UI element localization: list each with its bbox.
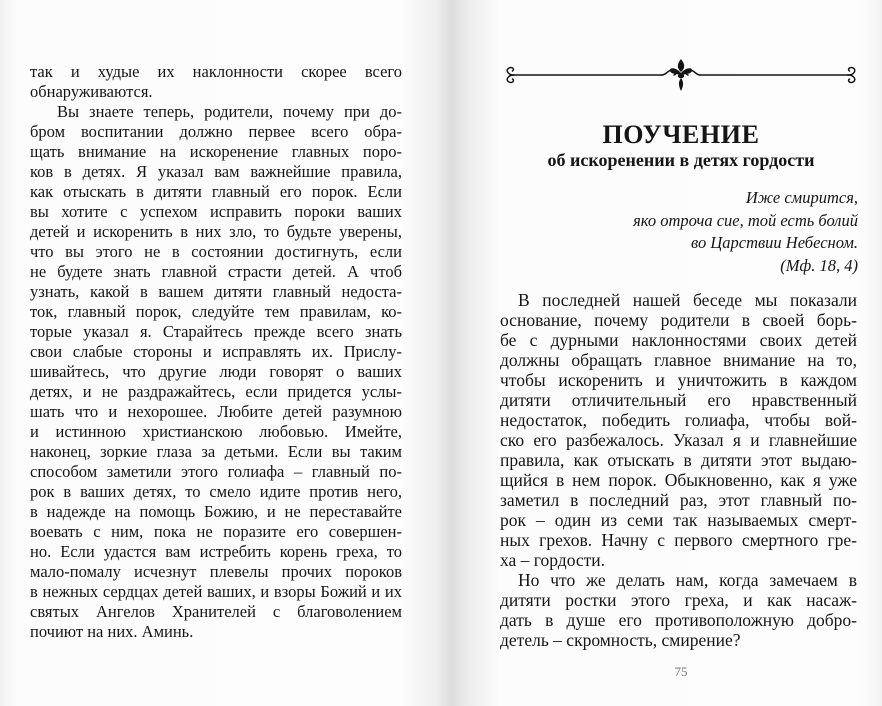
- text-line: обнаруживаются.: [30, 82, 153, 101]
- text-line: Вы знаете теперь, родители, почему при до-: [57, 102, 402, 121]
- text-line: и истинною христианскою любовью. Имейте,: [30, 422, 402, 441]
- text-line: торые указал я. Старайтесь прежде всего знать: [30, 322, 402, 341]
- text-line: должны обращать главное внимание на то,: [500, 350, 857, 370]
- text-line: дитяти отличительный его нравственный: [500, 390, 857, 410]
- paragraph: [500, 570, 857, 650]
- text-line: детях, и не раздражайтесь, если придется услы-: [30, 382, 402, 401]
- text-line: ха – гордости.: [500, 550, 606, 570]
- text-line: ско его разбежалось. Указал я и главнейшие: [500, 430, 857, 450]
- text-line: детель – скромность, смирение?: [500, 630, 741, 650]
- epigraph-reference: (Мф. 18, 4): [780, 255, 858, 275]
- text-line: ных грехов. Начну с первого смертного гре-: [500, 530, 857, 550]
- epigraph-text: [500, 187, 858, 255]
- right-page: [441, 0, 882, 706]
- text-line: в надежде на помощь Божию, и не переставайте: [30, 502, 402, 521]
- epigraph-line: во Царствии Небесном.: [691, 233, 858, 252]
- text-line: заметил в последний раз, этот главный по-: [500, 490, 857, 510]
- text-line: в нежных сердцах детей ваших, и взоры Божий и их: [30, 582, 402, 601]
- text-line: бром воспитании должно первее всего обра-: [30, 122, 402, 141]
- text-line: святых Ангелов Хранителей с благоволением: [30, 602, 402, 621]
- text-line: чтобы искоренить и уничтожить в каждом: [500, 370, 857, 390]
- text-line: Но что же делать нам, когда замечаем в: [518, 570, 857, 590]
- text-line: правила, как отыскать в дитяти этот выдаю-: [500, 450, 857, 470]
- page-number: 75: [674, 664, 688, 679]
- text-line: дитяти ростки этого греха, и как насаж-: [500, 590, 857, 610]
- text-line: щийся в нем порок. Обыкновенно, как я уже: [500, 470, 857, 490]
- text-line: вы хотите с успехом исправить пороки ваших: [30, 202, 402, 221]
- text-line: воевать с ним, пока не поразите его совершен-: [30, 522, 402, 541]
- text-line: свои слабые стороны и исправлять их. Прислу-: [30, 342, 402, 361]
- epigraph: [500, 187, 858, 277]
- text-line: не будете знать главной страсти детей. А чтоб: [30, 262, 402, 281]
- paragraph: [500, 290, 857, 570]
- sermon-subtitle: об искоренении в детях гордости: [547, 150, 815, 170]
- text-line: но. Если удастся вам истребить корень греха, то: [30, 542, 402, 561]
- text-line: щать внимание на искоренение главных поро-: [30, 142, 402, 161]
- text-line: ток, главный порок, следуйте тем правилам, ко-: [30, 302, 402, 321]
- text-line: что вы этого не в состоянии достигнуть, если: [30, 242, 402, 261]
- text-line: шивайтесь, что другие люди говорят о ваших: [30, 362, 402, 381]
- text-line: наконец, зоркие глаза за детьми. Если вы таким: [30, 442, 402, 461]
- epigraph-line: Иже смирится,: [745, 188, 858, 207]
- text-line: почиют на них. Аминь.: [30, 622, 194, 641]
- epigraph-line: яко отроча сие, той есть болий: [633, 210, 858, 230]
- text-line: В последней нашей беседе мы показали: [518, 290, 857, 310]
- text-line: основание, почему родители в своей борь-: [500, 310, 857, 330]
- right-page-text: [500, 290, 857, 650]
- paragraph: [30, 102, 402, 642]
- text-line: так и худые их наклонности скорее всего: [30, 62, 402, 81]
- paragraph: [30, 62, 402, 102]
- sermon-title: ПОУЧЕНИЕ: [602, 120, 760, 149]
- left-page-text: [30, 62, 402, 642]
- ornamental-divider-icon: [500, 58, 862, 92]
- text-line: шать что и нехорошее. Любите детей разумною: [30, 402, 402, 421]
- text-line: бе с дурными наклонностями своих детей: [500, 330, 857, 350]
- text-line: рок в ваших детях, то смело идите против него,: [30, 482, 402, 501]
- text-line: недостаток, победить голиафа, чтобы вой-: [500, 410, 857, 430]
- text-line: ков в детях. Я указал вам важнейшие правила,: [30, 162, 402, 181]
- text-line: детей и искоренить в них зло, то будьте уверены,: [30, 222, 402, 241]
- text-line: рок – один из семи так называемых смерт-: [500, 510, 857, 530]
- text-line: мало-помалу исчезнут плевелы прочих пороков: [30, 562, 402, 581]
- text-line: узнать, какой в вашем дитяти главный недоста-: [30, 282, 402, 301]
- text-line: как отыскать в дитяти главный его порок. Если: [30, 182, 402, 201]
- text-line: способом заметили этого голиафа – главный по-: [30, 462, 402, 481]
- text-line: дать в душе его противоположную добро-: [500, 610, 857, 630]
